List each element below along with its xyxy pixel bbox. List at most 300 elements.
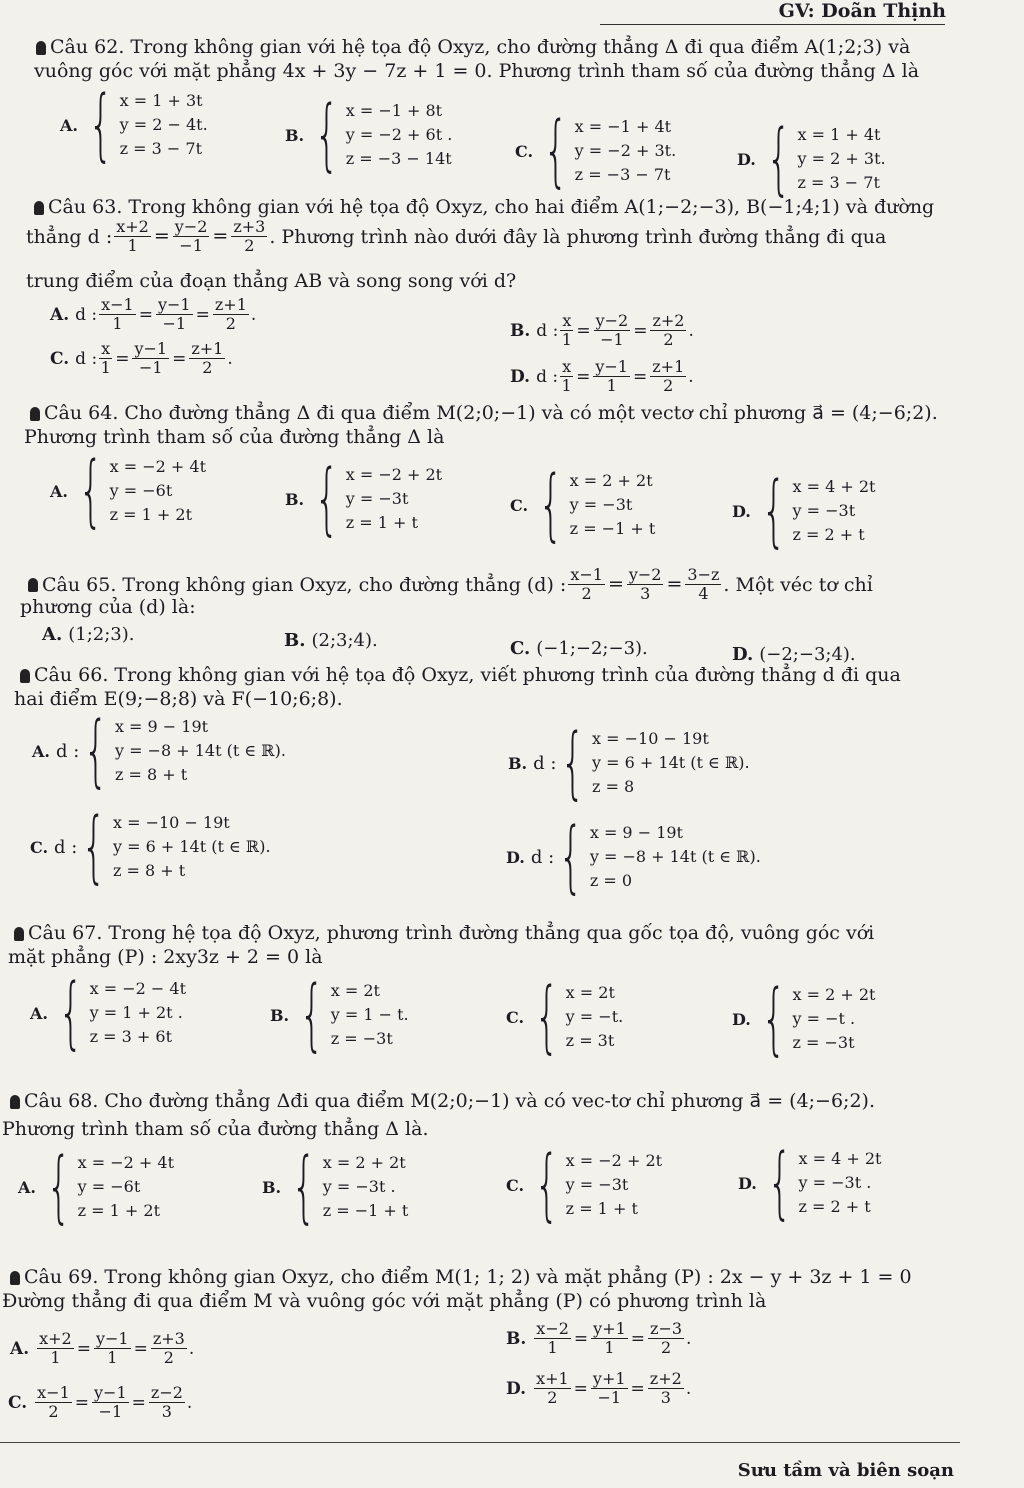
line-name: d : (533, 752, 557, 774)
brace-icon: { (58, 968, 84, 1058)
q63-option-a (50, 296, 256, 333)
q66-option-c (30, 802, 271, 892)
denominator: −1 (179, 236, 203, 255)
q65-text1b: . Một véc tơ chỉ (723, 573, 873, 596)
line-name: d : (536, 320, 559, 341)
fraction (650, 358, 686, 395)
period: . (186, 1392, 193, 1413)
equation-line: x = −1 + 8t (345, 101, 443, 120)
option-label: D. (738, 1173, 757, 1193)
q66-option-a (32, 706, 286, 796)
option-label: C. (515, 141, 534, 161)
q64-option-b (285, 454, 443, 544)
equation-system (575, 115, 676, 187)
pen-icon (14, 927, 24, 941)
equation-system (120, 89, 208, 161)
brace-icon: { (299, 970, 325, 1060)
equation-line: z = −1 + t (322, 1201, 409, 1220)
period: . (688, 366, 694, 387)
equals-sign: = (630, 1328, 646, 1349)
q62-option-b (285, 90, 453, 180)
equals-sign: = (133, 1338, 148, 1359)
denominator: −1 (138, 358, 163, 377)
equals-sign: = (633, 320, 648, 341)
equation-line: z = 8 (592, 777, 635, 796)
equation-line: x = −2 + 4t (77, 1153, 174, 1172)
denominator: 2 (244, 236, 255, 255)
pen-icon (20, 669, 30, 683)
equation-line: y = 6 + 14t (t ∈ ℝ). (592, 753, 750, 772)
equation-system (346, 99, 453, 171)
q69-text1: Câu 69. Trong không gian Oxyz, cho điểm M(1; 1; 2) và mặt phẳng (P) : 2x − y + 3z + 1 = 0 (24, 1266, 912, 1288)
q63-text1: Câu 63. Trong không gian với hệ tọa độ Oxyz, cho hai điểm A(1;−2;−3), B(−1;4;1) và đường (48, 196, 935, 218)
equation-line: y = −3t (565, 1175, 629, 1194)
footer-rule (0, 1442, 960, 1443)
q69-option-d (506, 1370, 691, 1407)
q63-option-b (510, 312, 694, 349)
equals-sign: = (131, 1392, 146, 1413)
equation-line: x = 1 + 3t (119, 91, 203, 110)
numerator: z+3 (233, 217, 266, 236)
equation-line: z = −3 − 14t (345, 149, 452, 168)
denominator: 3 (161, 1402, 172, 1421)
numerator: x−1 (101, 295, 134, 314)
fraction (594, 312, 631, 349)
equals-sign: = (195, 304, 210, 325)
fraction (560, 312, 573, 349)
brace-icon: { (558, 812, 584, 902)
equation-line: y = 6 + 14t (t ∈ ℝ). (112, 837, 271, 856)
denominator: −1 (597, 1388, 622, 1407)
option-label: A. (32, 741, 50, 761)
equals-sign: = (573, 1378, 588, 1399)
q62-option-c (515, 106, 677, 196)
equation-system (798, 123, 886, 195)
option-label: A. (30, 1003, 48, 1023)
equation-line: x = −10 − 19t (592, 729, 709, 748)
line-name: d : (75, 348, 98, 369)
fraction (213, 296, 249, 333)
equation-system (331, 979, 409, 1051)
equation-line: x = −2 + 4t (109, 457, 206, 476)
fraction (37, 1330, 74, 1367)
option-label: A. (18, 1177, 36, 1197)
q69-option-b (506, 1320, 691, 1357)
equation-system (566, 1149, 662, 1221)
numerator: y−1 (94, 1383, 127, 1402)
denominator: 1 (127, 236, 138, 255)
option-label: B. (506, 1328, 527, 1349)
fraction (92, 1384, 129, 1421)
q66-line2: hai điểm E(9;−8;8) và F(−10;6;8). (14, 688, 343, 710)
equation-system (323, 1151, 409, 1223)
q65-a-value: (1;2;3). (68, 624, 135, 645)
denominator: 1 (606, 376, 617, 395)
q68-option-b (262, 1142, 409, 1232)
q64-text1: Câu 64. Cho đường thẳng Δ đi qua điểm M(2;0;−1) và có một vectơ chỉ phương a⃗ = (4;−6;2). (44, 402, 938, 424)
q64-option-d (732, 466, 876, 556)
equation-line: z = −1 + t (569, 519, 656, 538)
q66-option-d (506, 812, 761, 902)
equation-line: z = 3t (565, 1031, 615, 1050)
line-name: d : (75, 304, 98, 325)
q67-option-c (506, 972, 624, 1062)
equals-sign: = (632, 366, 648, 387)
denominator: −1 (162, 314, 187, 333)
q63-option-d (510, 358, 694, 395)
q65-option-d (732, 644, 856, 665)
numerator: x−1 (570, 565, 603, 584)
numerator: x (562, 311, 572, 330)
numerator: z+2 (649, 1369, 682, 1388)
q67-option-a (30, 968, 186, 1058)
equation-line: x = 1 + 4t (797, 125, 881, 144)
equals-sign: = (630, 1378, 645, 1399)
equation-line: y = −t. (565, 1007, 624, 1026)
equation-line: y = −3t (569, 495, 633, 514)
q62-text1: Câu 62. Trong không gian với hệ tọa độ Oxyz, cho đường thẳng Δ đi qua điểm A(1;2;3) và (50, 36, 911, 58)
option-label: B. (285, 489, 305, 509)
numerator: z−2 (150, 1383, 183, 1402)
equation-line: x = −1 + 4t (574, 117, 672, 136)
option-label: A. (10, 1338, 30, 1359)
equation-line: x = −2 + 2t (345, 465, 443, 484)
equation-line: z = 3 − 7t (119, 139, 202, 158)
numerator: x−1 (37, 1383, 70, 1402)
q68-text1: Câu 68. Cho đường thẳng Δđi qua điểm M(2;0;−1) và có vec-tơ chỉ phương a⃗ = (4;−6;2). (24, 1090, 876, 1112)
denominator: −1 (600, 330, 624, 349)
denominator: 1 (107, 1348, 118, 1367)
brace-icon: { (291, 1142, 317, 1232)
brace-icon: { (767, 1138, 793, 1228)
q64-option-a (50, 446, 206, 536)
fraction (114, 218, 151, 255)
equation-line: x = 2t (330, 981, 380, 1000)
equation-system (799, 1147, 882, 1219)
numerator: z+2 (652, 311, 685, 330)
brace-icon: { (534, 972, 560, 1062)
option-label: A. (50, 304, 70, 325)
q63-option-c (50, 340, 233, 377)
numerator: z+1 (652, 357, 685, 376)
equals-sign: = (115, 348, 130, 369)
denominator: 2 (547, 1388, 558, 1407)
brace-icon: { (314, 90, 340, 180)
denominator: 1 (547, 1338, 558, 1357)
denominator: 2 (48, 1402, 59, 1421)
equation-system (346, 463, 442, 535)
q68-line1 (10, 1090, 875, 1112)
fraction (593, 358, 630, 395)
fraction (156, 296, 193, 333)
denominator: 2 (163, 1348, 174, 1367)
denominator: 1 (112, 314, 123, 333)
line-name: d : (530, 846, 555, 868)
equals-sign: = (576, 320, 591, 341)
q68-option-d (738, 1138, 882, 1228)
equals-sign: = (138, 304, 153, 325)
denominator: 2 (663, 376, 674, 395)
brace-icon: { (83, 706, 109, 796)
option-label: D. (506, 1378, 527, 1399)
q65-line-d-equation (566, 566, 723, 603)
denominator: 2 (660, 1338, 672, 1357)
pen-icon (34, 201, 44, 215)
q67-option-d (732, 974, 876, 1064)
option-label: C. (506, 1175, 525, 1195)
q65-line2: phương của (d) là: (20, 596, 196, 618)
equation-system (793, 475, 876, 547)
q66-option-b (508, 718, 750, 808)
brace-icon: { (314, 454, 340, 544)
q65-option-b (284, 630, 378, 651)
fraction (149, 1384, 185, 1421)
pen-icon (10, 1271, 20, 1285)
equation-line: y = −8 + 14t (t ∈ ℝ). (589, 847, 761, 866)
option-label: D. (732, 1009, 751, 1029)
period: . (688, 320, 694, 341)
numerator: y+1 (592, 1369, 626, 1388)
option-label: A. (42, 624, 63, 645)
q69-option-a (10, 1330, 194, 1367)
denominator: 2 (202, 358, 213, 377)
numerator: y−2 (174, 217, 208, 236)
q68-option-a (18, 1142, 174, 1232)
denominator: 4 (698, 584, 709, 603)
q63-text2a: thẳng d : (26, 225, 113, 248)
fraction (35, 1384, 72, 1421)
q63-line-d-equation (112, 218, 269, 255)
pen-icon (28, 578, 38, 592)
equation-system (115, 715, 286, 787)
equation-line: x = 4 + 2t (798, 1149, 882, 1168)
fraction (534, 1370, 571, 1407)
fraction (560, 358, 573, 395)
period: . (686, 1328, 692, 1349)
numerator: y−1 (134, 339, 168, 358)
option-label: C. (30, 837, 49, 857)
q67-text1: Câu 67. Trong hệ tọa độ Oxyz, phương trình đường thẳng qua gốc tọa độ, vuông góc với (28, 922, 875, 944)
author-header: GV: Doãn Thịnh (778, 0, 946, 22)
brace-icon: { (766, 114, 792, 204)
denominator: 1 (100, 358, 111, 377)
brace-icon: { (81, 802, 107, 892)
equals-sign: = (76, 1338, 91, 1359)
equation-system (590, 821, 761, 893)
equation-line: y = −3t . (322, 1177, 396, 1196)
q62-line1 (36, 36, 910, 58)
equation-line: x = 2 + 2t (322, 1153, 406, 1172)
line-name: d : (536, 366, 559, 387)
option-label: D. (510, 366, 531, 387)
equation-line: y = −t . (792, 1009, 856, 1028)
option-label: A. (60, 115, 78, 135)
equation-system (566, 981, 624, 1053)
q66-text1: Câu 66. Trong không gian với hệ tọa độ Oxyz, viết phương trình của đường thẳng d đi qua (34, 664, 901, 686)
equation-system (78, 1151, 174, 1223)
denominator: 1 (561, 376, 572, 395)
numerator: z+1 (214, 295, 247, 314)
equation-system (793, 983, 876, 1055)
fraction (534, 1320, 571, 1357)
fraction (648, 1370, 684, 1407)
equation-system (110, 455, 206, 527)
brace-icon: { (78, 446, 104, 536)
numerator: x+1 (536, 1369, 569, 1388)
denominator: −1 (98, 1402, 123, 1421)
option-label: C. (506, 1007, 525, 1027)
equation-system (570, 469, 656, 541)
equation-line: y = −2 + 6t . (345, 125, 453, 144)
fraction (99, 296, 136, 333)
equation-system (592, 727, 750, 799)
numerator: 3−z (687, 565, 720, 584)
option-label: B. (285, 125, 305, 145)
brace-icon: { (46, 1142, 72, 1232)
option-label: C. (510, 638, 531, 659)
q65-b-value: (2;3;4). (311, 630, 378, 651)
denominator: 1 (604, 1338, 615, 1357)
line-name: d : (55, 740, 80, 762)
numerator: y−1 (157, 295, 191, 314)
numerator: y−1 (95, 1329, 129, 1348)
q65-option-c (510, 638, 648, 659)
q64-line2: Phương trình tham số của đường thẳng Δ là (24, 426, 445, 448)
footer-credit: Sưu tầm và biên soạn (737, 1460, 954, 1481)
period: . (685, 1378, 692, 1399)
denominator: 3 (640, 584, 651, 603)
equation-line: z = 8 + t (112, 861, 186, 880)
option-label: B. (510, 320, 531, 341)
fraction (627, 566, 664, 603)
brace-icon: { (761, 974, 787, 1064)
equation-line: z = 1 + 2t (77, 1201, 160, 1220)
fraction (568, 566, 605, 603)
q65-option-a (42, 624, 135, 645)
equation-line: z = −3t (792, 1033, 855, 1052)
denominator: 1 (50, 1348, 61, 1367)
option-label: A. (50, 481, 68, 501)
option-label: B. (508, 753, 528, 773)
equation-line: z = −3t (330, 1029, 393, 1048)
equation-line: x = 9 − 19t (114, 717, 209, 736)
equals-sign: = (573, 1328, 589, 1349)
fraction (591, 1320, 628, 1357)
option-label: D. (732, 501, 751, 521)
option-label: B. (270, 1005, 290, 1025)
option-label: D. (506, 847, 525, 867)
numerator: y−2 (628, 565, 662, 584)
equation-line: z = 1 + 2t (109, 505, 192, 524)
q65-c-value: (−1;−2;−3). (536, 638, 648, 659)
q63-text2b: . Phương trình nào dưới đây là phương trình đường thẳng đi qua (269, 225, 887, 248)
option-label: D. (732, 644, 754, 665)
q64-line1 (30, 402, 938, 424)
q62-line2: vuông góc với mặt phẳng 4x + 3y − 7z + 1 = 0. Phương trình tham số của đường thẳng Δ là (34, 60, 920, 82)
equation-line: y = −8 + 14t (t ∈ ℝ). (114, 741, 286, 760)
q67-line1 (14, 922, 874, 944)
numerator: z−3 (650, 1319, 683, 1338)
equals-sign: = (153, 224, 170, 247)
q69-option-c (8, 1384, 192, 1421)
numerator: x (562, 357, 572, 376)
q67-option-b (270, 970, 409, 1060)
denominator: 2 (663, 330, 674, 349)
brace-icon: { (88, 80, 114, 170)
fraction (591, 1370, 628, 1407)
numerator: y−2 (595, 311, 629, 330)
q66-line1 (20, 664, 901, 686)
equals-sign: = (666, 572, 683, 595)
fraction (685, 566, 721, 603)
option-label: B. (284, 630, 306, 651)
equation-line: x = 2t (565, 983, 615, 1002)
equation-line: x = 2 + 2t (569, 471, 653, 490)
equation-line: x = 4 + 2t (792, 477, 876, 496)
equals-sign: = (607, 572, 624, 595)
denominator: 2 (225, 314, 236, 333)
line-name: d : (54, 836, 78, 858)
equation-line: z = 1 + t (565, 1199, 638, 1218)
equation-line: y = 2 + 3t. (797, 149, 886, 168)
fraction (648, 1320, 684, 1357)
equation-line: y = −3t . (798, 1173, 872, 1192)
numerator: x+2 (116, 217, 149, 236)
header-rule (600, 24, 945, 25)
numerator: x (101, 339, 111, 358)
numerator: y+1 (593, 1319, 626, 1338)
q65-d-value: (−2;−3;4). (759, 644, 856, 665)
q69-line2: Đường thẳng đi qua điểm M và vuông góc với mặt phẳng (P) có phương trình là (2, 1290, 767, 1312)
q64-option-c (510, 460, 656, 550)
fraction (94, 1330, 131, 1367)
equals-sign: = (212, 224, 229, 247)
option-label: B. (262, 1177, 282, 1197)
equation-line: y = −3t (792, 501, 856, 520)
numerator: x−2 (536, 1319, 569, 1338)
equation-system (90, 977, 186, 1049)
period: . (227, 348, 233, 369)
equals-sign: = (576, 366, 591, 387)
fraction (231, 218, 267, 255)
brace-icon: { (560, 718, 586, 808)
brace-icon: { (761, 466, 787, 556)
equation-line: z = 2 + t (792, 525, 865, 544)
option-label: C. (510, 495, 529, 515)
denominator: 1 (561, 330, 572, 349)
numerator: z+3 (152, 1329, 185, 1348)
fraction (173, 218, 210, 255)
period: . (250, 304, 257, 325)
equation-line: x = −10 − 19t (112, 813, 230, 832)
q69-line1 (10, 1266, 912, 1288)
numerator: x+2 (39, 1329, 72, 1348)
equation-line: x = −2 − 4t (89, 979, 186, 998)
fraction (189, 340, 225, 377)
equation-line: y = 2 − 4t. (119, 115, 208, 134)
equation-line: y = 1 − t. (330, 1005, 409, 1024)
equals-sign: = (74, 1392, 90, 1413)
q68-line2: Phương trình tham số của đường thẳng Δ là. (2, 1118, 429, 1140)
equation-line: x = 2 + 2t (792, 985, 876, 1004)
q68-option-c (506, 1140, 663, 1230)
q62-option-d (737, 114, 886, 204)
equation-line: z = −3 − 7t (574, 165, 671, 184)
option-label: D. (737, 149, 756, 169)
pen-icon (36, 41, 46, 55)
equation-line: x = 9 − 19t (589, 823, 683, 842)
equation-line: z = 0 (589, 871, 633, 890)
